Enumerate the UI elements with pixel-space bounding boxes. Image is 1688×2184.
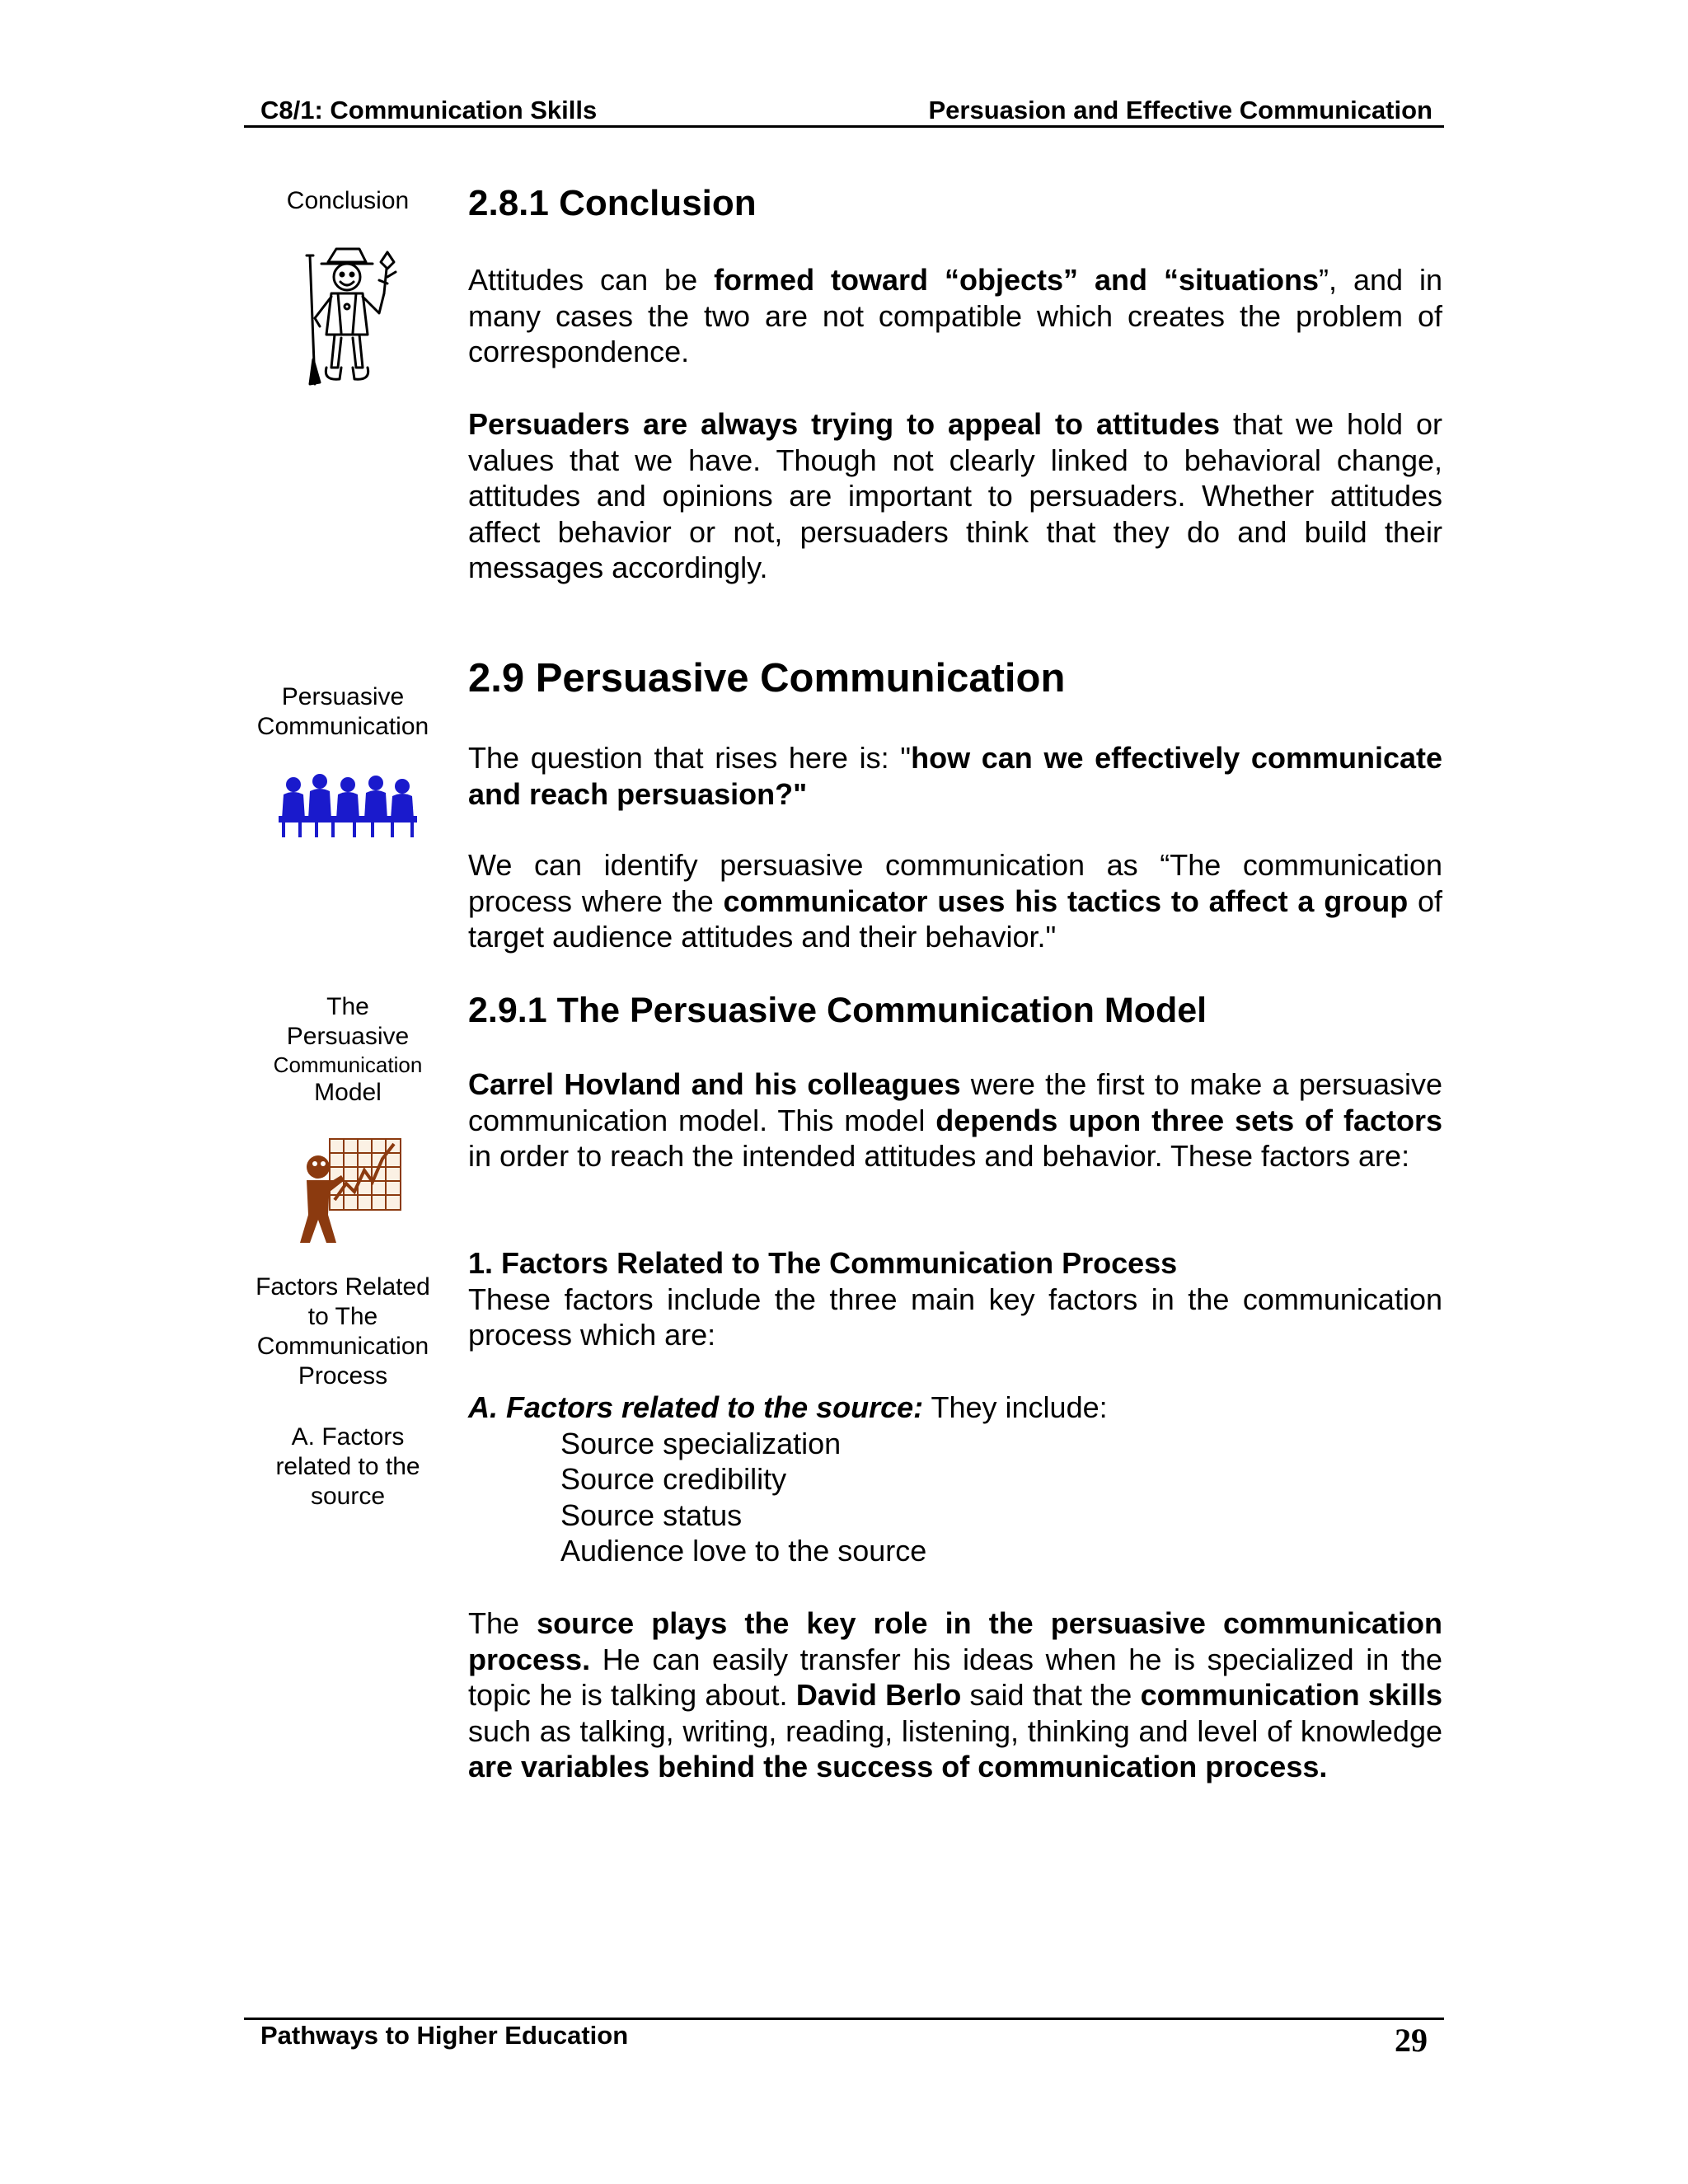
factor1-text: These factors include the three main key factors in the communication process which are:: [468, 1282, 1442, 1352]
running-footer: Pathways to Higher Education: [260, 2021, 629, 2050]
margin-note-factors: [244, 1272, 442, 1391]
section-heading-2-9: 2.9 Persuasive Communication: [468, 656, 1066, 701]
text-run: We can identify persuasive communication as “The communication process where the: [468, 848, 1442, 918]
running-header-right: Persuasion and Effective Communication: [928, 96, 1432, 124]
factor1-title: 1. Factors Related to The Communication Process: [468, 1246, 1178, 1280]
paragraph-attitudes: [468, 262, 1442, 370]
text-run: of target audience attitudes and their behavior.": [468, 883, 1442, 954]
text-run: They include:: [923, 1390, 1108, 1424]
margin-note-line: Communication: [256, 1333, 429, 1360]
margin-note-line: Model: [314, 1079, 382, 1106]
margin-note-line: related to the: [275, 1453, 420, 1480]
bold-run: David Berlo: [795, 1678, 962, 1713]
factor-a-label: A. Factors related to the source:: [468, 1390, 924, 1424]
text-run: The: [468, 1606, 537, 1640]
bold-run: Persuaders are always trying to appeal to attitudes: [468, 407, 1221, 441]
page-number: 29: [1395, 2022, 1428, 2059]
margin-note-model: [249, 992, 447, 1108]
margin-note-line: Persuasive: [281, 683, 405, 710]
bold-run: communication skills: [1140, 1678, 1442, 1713]
bold-run: Carrel Hovland and his colleagues: [468, 1067, 961, 1101]
footer-rule: [244, 2018, 1444, 2020]
text-run: Attitudes can be: [468, 263, 715, 297]
list-item: Source credibility: [560, 1462, 787, 1497]
bold-run: depends upon three sets of factors: [935, 1103, 1442, 1137]
factor-a-block: [468, 1390, 1442, 1569]
group-meeting-icon: [279, 773, 417, 839]
list-item: Audience love to the source: [560, 1534, 927, 1568]
margin-note-line: A. Factors: [291, 1423, 405, 1451]
presenter-chart-icon: [292, 1134, 404, 1246]
text-run: said that the: [961, 1678, 1141, 1713]
paragraph-persuaders: [468, 406, 1442, 586]
bold-run: formed toward “objects” and “situations: [714, 263, 1319, 297]
text-run: The question that rises here is: ": [468, 741, 912, 775]
margin-note-line: Communication: [273, 1052, 423, 1077]
text-run: He can easily transfer his ideas when he is specialized in the topic he is talking about.: [468, 1642, 1442, 1713]
paragraph-definition: [468, 847, 1442, 955]
bold-run: how can we effectively communicate and reach persuasion?": [468, 741, 1442, 811]
running-header-left: C8/1: Communication Skills: [260, 96, 598, 124]
section-heading-2-8-1: 2.8.1 Conclusion: [468, 183, 757, 223]
header-rule: [244, 125, 1444, 128]
paragraph-hovland: [468, 1066, 1442, 1174]
margin-note-line: Communication: [256, 713, 429, 740]
factor1-block: [468, 1245, 1442, 1353]
bold-run: are variables behind the success of communication process.: [468, 1750, 1328, 1784]
margin-note-line: Process: [298, 1362, 388, 1390]
margin-note-source-factors: [249, 1422, 447, 1511]
cartoon-man-icon: [290, 244, 406, 389]
margin-note-line: to The: [307, 1303, 378, 1330]
text-run: in order to reach the intended attitudes and behavior. These factors are:: [468, 1139, 1410, 1174]
margin-note-line: Factors Related: [256, 1273, 430, 1301]
bold-run: communicator uses his tactics to affect a group: [723, 883, 1409, 918]
list-item: Source status: [560, 1497, 743, 1532]
margin-note-line: source: [310, 1483, 386, 1510]
section-heading-2-9-1: 2.9.1 The Persuasive Communication Model: [468, 991, 1207, 1030]
bold-run: source plays the key role in the persuasive communication process.: [468, 1606, 1442, 1676]
paragraph-question: [468, 740, 1442, 812]
list-item: Source specialization: [560, 1426, 842, 1460]
margin-note-persuasive-communication: [244, 682, 442, 742]
margin-note-line: Conclusion: [286, 187, 410, 214]
text-run: such as talking, writing, reading, listening, thinking and level of knowledge: [468, 1713, 1442, 1748]
paragraph-source-role: [468, 1605, 1442, 1785]
margin-note-line: Persuasive: [286, 1023, 410, 1050]
text-run: were the first to make a persuasive communication model. This model: [468, 1067, 1442, 1137]
text-run: ”, and in many cases the two are not compatible which creates the problem of correspondence.: [468, 263, 1443, 369]
margin-note-line: The: [326, 993, 369, 1020]
margin-note-conclusion: [249, 186, 447, 216]
text-run: that we hold or values that we have. Though not clearly linked to behavioral change, attitudes and opinions are important to persuaders. Whether attitudes affect behavior or not, persuaders think that they do and build their messages accordingly.: [468, 407, 1442, 585]
